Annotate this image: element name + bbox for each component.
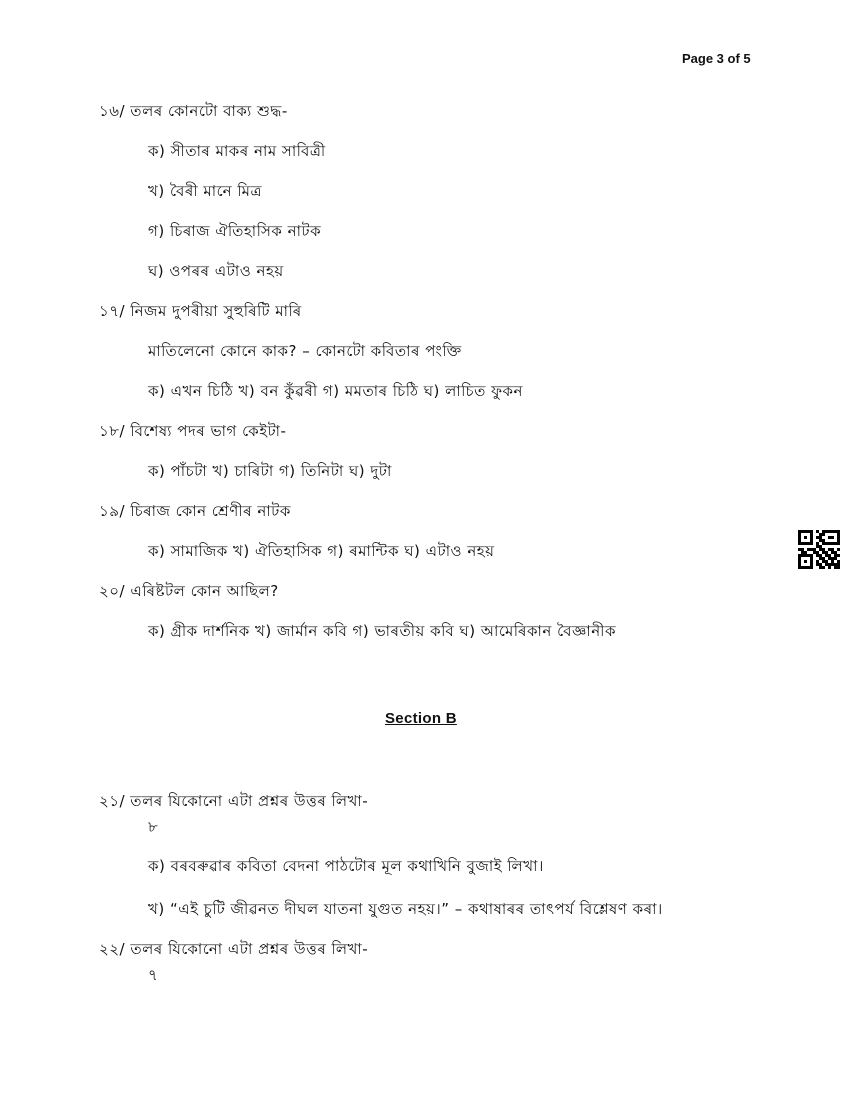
question-21: ২১/ তলৰ যিকোনো এটা প্ৰশ্নৰ উত্তৰ লিখা- (99, 792, 369, 810)
q22-marks: ৭ (148, 966, 158, 984)
section-b-heading: Section B (385, 710, 457, 727)
q20-options: ক) গ্ৰীক দাৰ্শনিক খ) জাৰ্মান কবি গ) ভাৰতীয় কবি ঘ) আমেৰিকান বৈজ্ঞানীক (148, 622, 616, 640)
page-number: Page 3 of 5 (682, 51, 751, 66)
q18-options: ক) পাঁচটা খ) চাৰিটা গ) তিনিটা ঘ) দুটা (148, 462, 392, 480)
question-17: ১৭/ নিজম দুপৰীয়া সুহুৰিটি মাৰি (99, 302, 302, 320)
q17-options: ক) এখন চিঠি খ) বন কুঁৱৰী গ) মমতাৰ চিঠি ঘ) লাচিত ফুকন (148, 382, 523, 400)
q16-option-c: গ) চিৰাজ ঐতিহাসিক নাটক (148, 222, 322, 240)
q16-option-b: খ) বৈৰী মানে মিত্ৰ (148, 182, 262, 200)
q21-option-a: ক) বৰবৰুৱাৰ কবিতা বেদনা পাঠটোৰ মূল কথাখিনি বুজাই লিখা। (148, 857, 544, 875)
q19-options: ক) সামাজিক খ) ঐতিহাসিক গ) ৰমান্টিক ঘ) এটাও নহয় (148, 542, 495, 560)
question-20: ২০/ এৰিষ্টটল কোন আছিল? (99, 582, 279, 600)
q16-option-a: ক) সীতাৰ মাকৰ নাম সাবিত্ৰী (148, 142, 326, 160)
q16-option-d: ঘ) ওপৰৰ এটাও নহয় (148, 262, 284, 280)
q17-line-2: মাতিলেনো কোনে কাক? – কোনটো কবিতাৰ পংক্তি (148, 342, 462, 360)
q21-marks: ৮ (148, 818, 158, 836)
q21-option-b: খ) “এই চুটি জীৱনত দীঘল যাতনা যুগুত নহয়।” – কথাষাৰৰ তাৎপৰ্য বিশ্লেষণ কৰা। (148, 900, 663, 918)
question-22: ২২/ তলৰ যিকোনো এটা প্ৰশ্নৰ উত্তৰ লিখা- (99, 940, 369, 958)
question-18: ১৮/ বিশেষ্য পদৰ ভাগ কেইটা- (99, 422, 287, 440)
question-19: ১৯/ চিৰাজ কোন শ্ৰেণীৰ নাটক (99, 502, 291, 520)
question-16: ১৬/ তলৰ কোনটো বাক্য শুদ্ধ- (99, 102, 288, 120)
qr-code (798, 530, 840, 570)
